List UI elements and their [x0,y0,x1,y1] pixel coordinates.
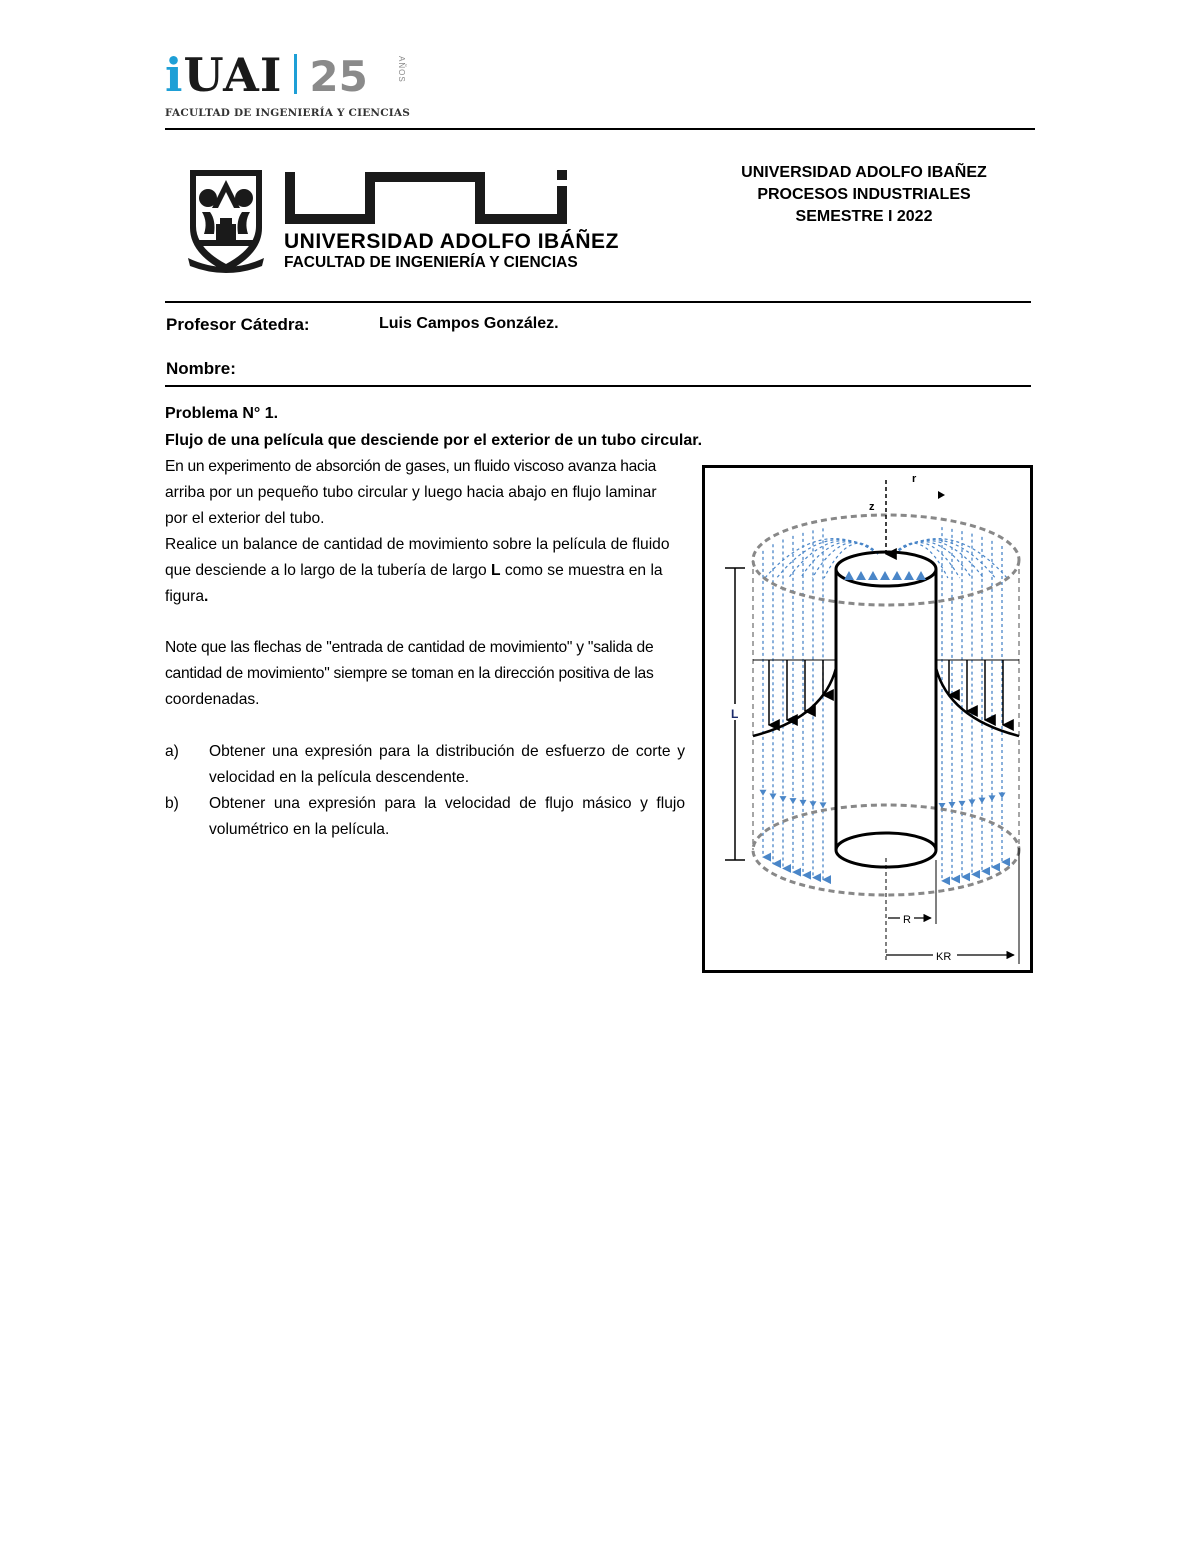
flow-arrowhead [969,799,976,805]
label-L: L [731,707,739,721]
problem-paragraph-1 [165,454,685,610]
falling-film-diagram [705,468,1030,970]
top-rule [165,128,1035,130]
paragraph-line: que desciende a lo largo de la tubería de largo L como se muestra en la [165,562,663,579]
anniversary-label: AÑOS [397,56,406,83]
uai-faculty-name: FACULTAD DE INGENIERÍA Y CIENCIAS [284,254,578,271]
flow-arrowhead [800,800,807,806]
question-text: Obtener una expresión para la distribución de esfuerzo de corte y velocidad en la película descendente. [209,743,685,786]
flow-lines [760,527,1008,881]
flow-arrowhead [999,792,1006,798]
note-line: cantidad de movimiento" siempre se toman en la dirección positiva de las [165,665,654,682]
label-KR: KR [936,951,952,963]
logo-divider [294,54,297,94]
flow-arrowhead [820,802,827,808]
falling-film-figure [702,465,1033,973]
paragraph-line: por el exterior del tubo. [165,510,325,527]
inner-tube-top [836,552,936,586]
flow-arc [894,541,983,579]
anniversary-number: 25 [309,52,368,101]
flow-arc [789,541,878,579]
professor-value: Luis Campos González. [379,315,559,332]
flow-arrowhead [780,796,787,802]
brand-faculty: FACULTAD DE INGENIERÍA Y CIENCIAS [165,107,410,119]
problem-subtitle: Flujo de una película que desciende por el exterior de un tubo circular. [165,432,703,449]
question-marker: a) [165,743,179,760]
question-item-b [165,791,685,843]
iuai-wordmark: iUAI [165,48,283,102]
flow-arrowhead [949,802,956,808]
flow-arrowhead [989,795,996,801]
uai-wordmark-logo [285,168,580,228]
uai-crest-icon [184,168,268,274]
length-symbol: L [490,562,501,579]
paragraph-line: En un experimento de absorción de gases, un fluido viscoso avanza hacia [165,458,657,475]
flow-arrowhead [790,798,797,804]
university-title: UNIVERSIDAD ADOLFO IBAÑEZ [741,164,987,181]
note-line: Note que las flechas de "entrada de cantidad de movimiento" y "salida de [165,639,654,656]
question-text: Obtener una expresión para la velocidad de flujo másico y flujo volumétrico en la película. [209,795,685,838]
flow-arrowhead [760,790,767,796]
flow-arrowhead [810,801,817,807]
fields-rule [165,385,1031,387]
name-label: Nombre: [166,359,236,378]
flow-arrowhead [770,793,777,799]
question-marker: b) [165,795,179,812]
label-R: R [903,914,911,926]
right-velocity-profile [936,660,1019,736]
flow-arrowhead [979,798,986,804]
note-line: coordenadas. [165,691,260,708]
flow-arc [824,543,878,578]
paragraph-line: Realice un balance de cantidad de movimiento sobre la película de fluido [165,536,670,553]
semester-title: SEMESTRE I 2022 [795,208,933,225]
label-z: z [869,501,875,513]
flow-arrowhead [959,801,966,807]
header-rule [165,301,1031,303]
paragraph-line: figura. [165,588,209,605]
question-item-a [165,739,685,791]
professor-label: Profesor Cátedra: [166,315,310,334]
r-direction-arrow [938,491,945,499]
paragraph-line: arriba por un pequeño tubo circular y luego hacia abajo en flujo laminar [165,484,657,501]
course-header [700,162,1028,228]
uai-university-name: UNIVERSIDAD ADOLFO IBÁÑEZ [284,230,619,253]
problem-note [165,635,685,713]
problem-title: Problema N° 1. [165,405,279,422]
iuai-25-logo [165,48,410,122]
tube-upflow-arrows [844,571,926,580]
label-r: r [912,473,917,485]
course-title: PROCESOS INDUSTRIALES [757,186,971,203]
